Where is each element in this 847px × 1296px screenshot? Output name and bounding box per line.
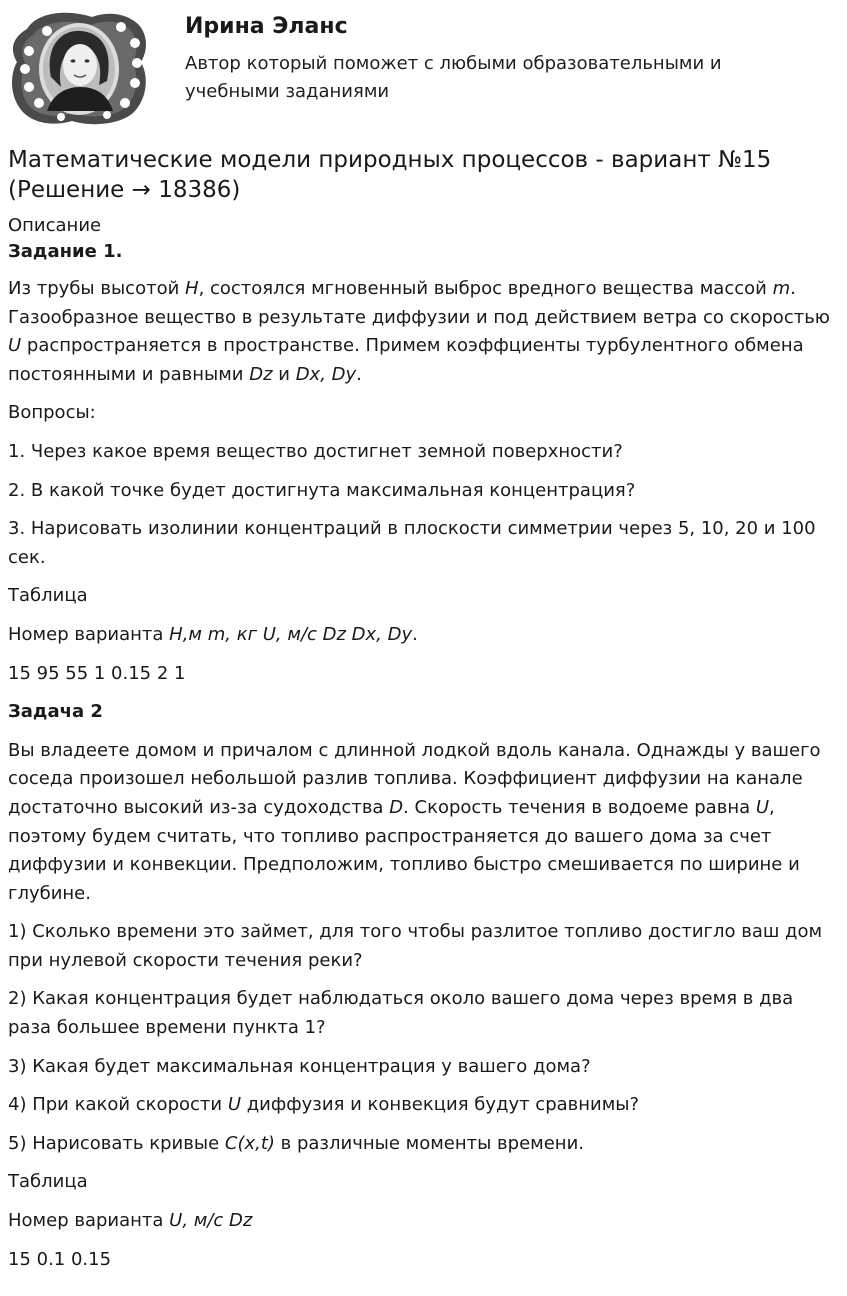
task2-question-2: 2) Какая концентрация будет наблюдаться около вашего дома через время в два раза большее времени пункта 1? (8, 988, 794, 1039)
task2-table-label: Таблица (8, 1171, 88, 1193)
task1-table-label: Таблица (8, 585, 88, 607)
author-avatar-icon[interactable] (7, 7, 152, 127)
task1-table-header: Номер варианта H,м m, кг U, м/с Dz Dx, Dy. (8, 623, 418, 645)
author-header (0, 0, 847, 135)
author-description: Автор который поможет с любыми образовательными и учебными заданиями (185, 53, 722, 102)
task1-text: Из трубы высотой H, состоялся мгновенный выброс вредного вещества массой m. Газообразное вещество в результате диффузии и под действием ветра со скоростью U распространяется в пространстве. Примем коэффциенты турбулентного обмена постоянными и равными Dz и Dx, Dy. (8, 278, 830, 385)
task1-question-2: 2. В какой точке будет достигнута максимальная концентрация? (8, 479, 636, 501)
task1-question-1: 1. Через какое время вещество достигнет земной поверхности? (8, 440, 623, 462)
task1-table-row: 15 95 55 1 0.15 2 1 (8, 662, 186, 684)
page-title: Математические модели природных процессов - вариант №15 (Решение → 18386) (8, 147, 772, 203)
task2-question-1: 1) Сколько времени это займет, для того чтобы разлитое топливо достигло ваш дом при нулевой скорости течения реки? (8, 921, 823, 971)
task2-table-row: 15 0.1 0.15 (8, 1248, 112, 1270)
task1-heading: Задание 1. (8, 241, 123, 262)
task2-question-3: 3) Какая будет максимальная концентрация у вашего дома? (8, 1055, 591, 1077)
task2-table-header: Номер варианта U, м/с Dz (8, 1210, 253, 1232)
author-name[interactable]: Ирина Эланс (185, 14, 348, 39)
main-content (8, 145, 840, 1274)
task1-questions-label: Вопросы: (8, 402, 96, 424)
task2-question-5: 5) Нарисовать кривые C(x,t) в различные моменты времени. (8, 1132, 584, 1154)
task2-text: Вы владеете домом и причалом с длинной лодкой вдоль канала. Однажды у вашего соседа произошел небольшой разлив топлива. Коэффициент диффузии на канале достаточно высокий из-за судоходства D. Скорость течения в водоеме равна U, поэтому будем считать, что топливо распространяется до вашего дома за счет диффузии и конвекции. Предположим, топливо быстро смешивается по ширине и глубине. (8, 739, 821, 904)
task1-question-3: 3. Нарисовать изолинии концентраций в плоскости симметрии через 5, 10, 20 и 100 сек. (8, 518, 816, 568)
task2-heading: Задача 2 (8, 701, 103, 723)
description-label: Описание (8, 215, 102, 236)
task2-question-4: 4) При какой скорости U диффузия и конвекция будут сравнимы? (8, 1094, 640, 1116)
